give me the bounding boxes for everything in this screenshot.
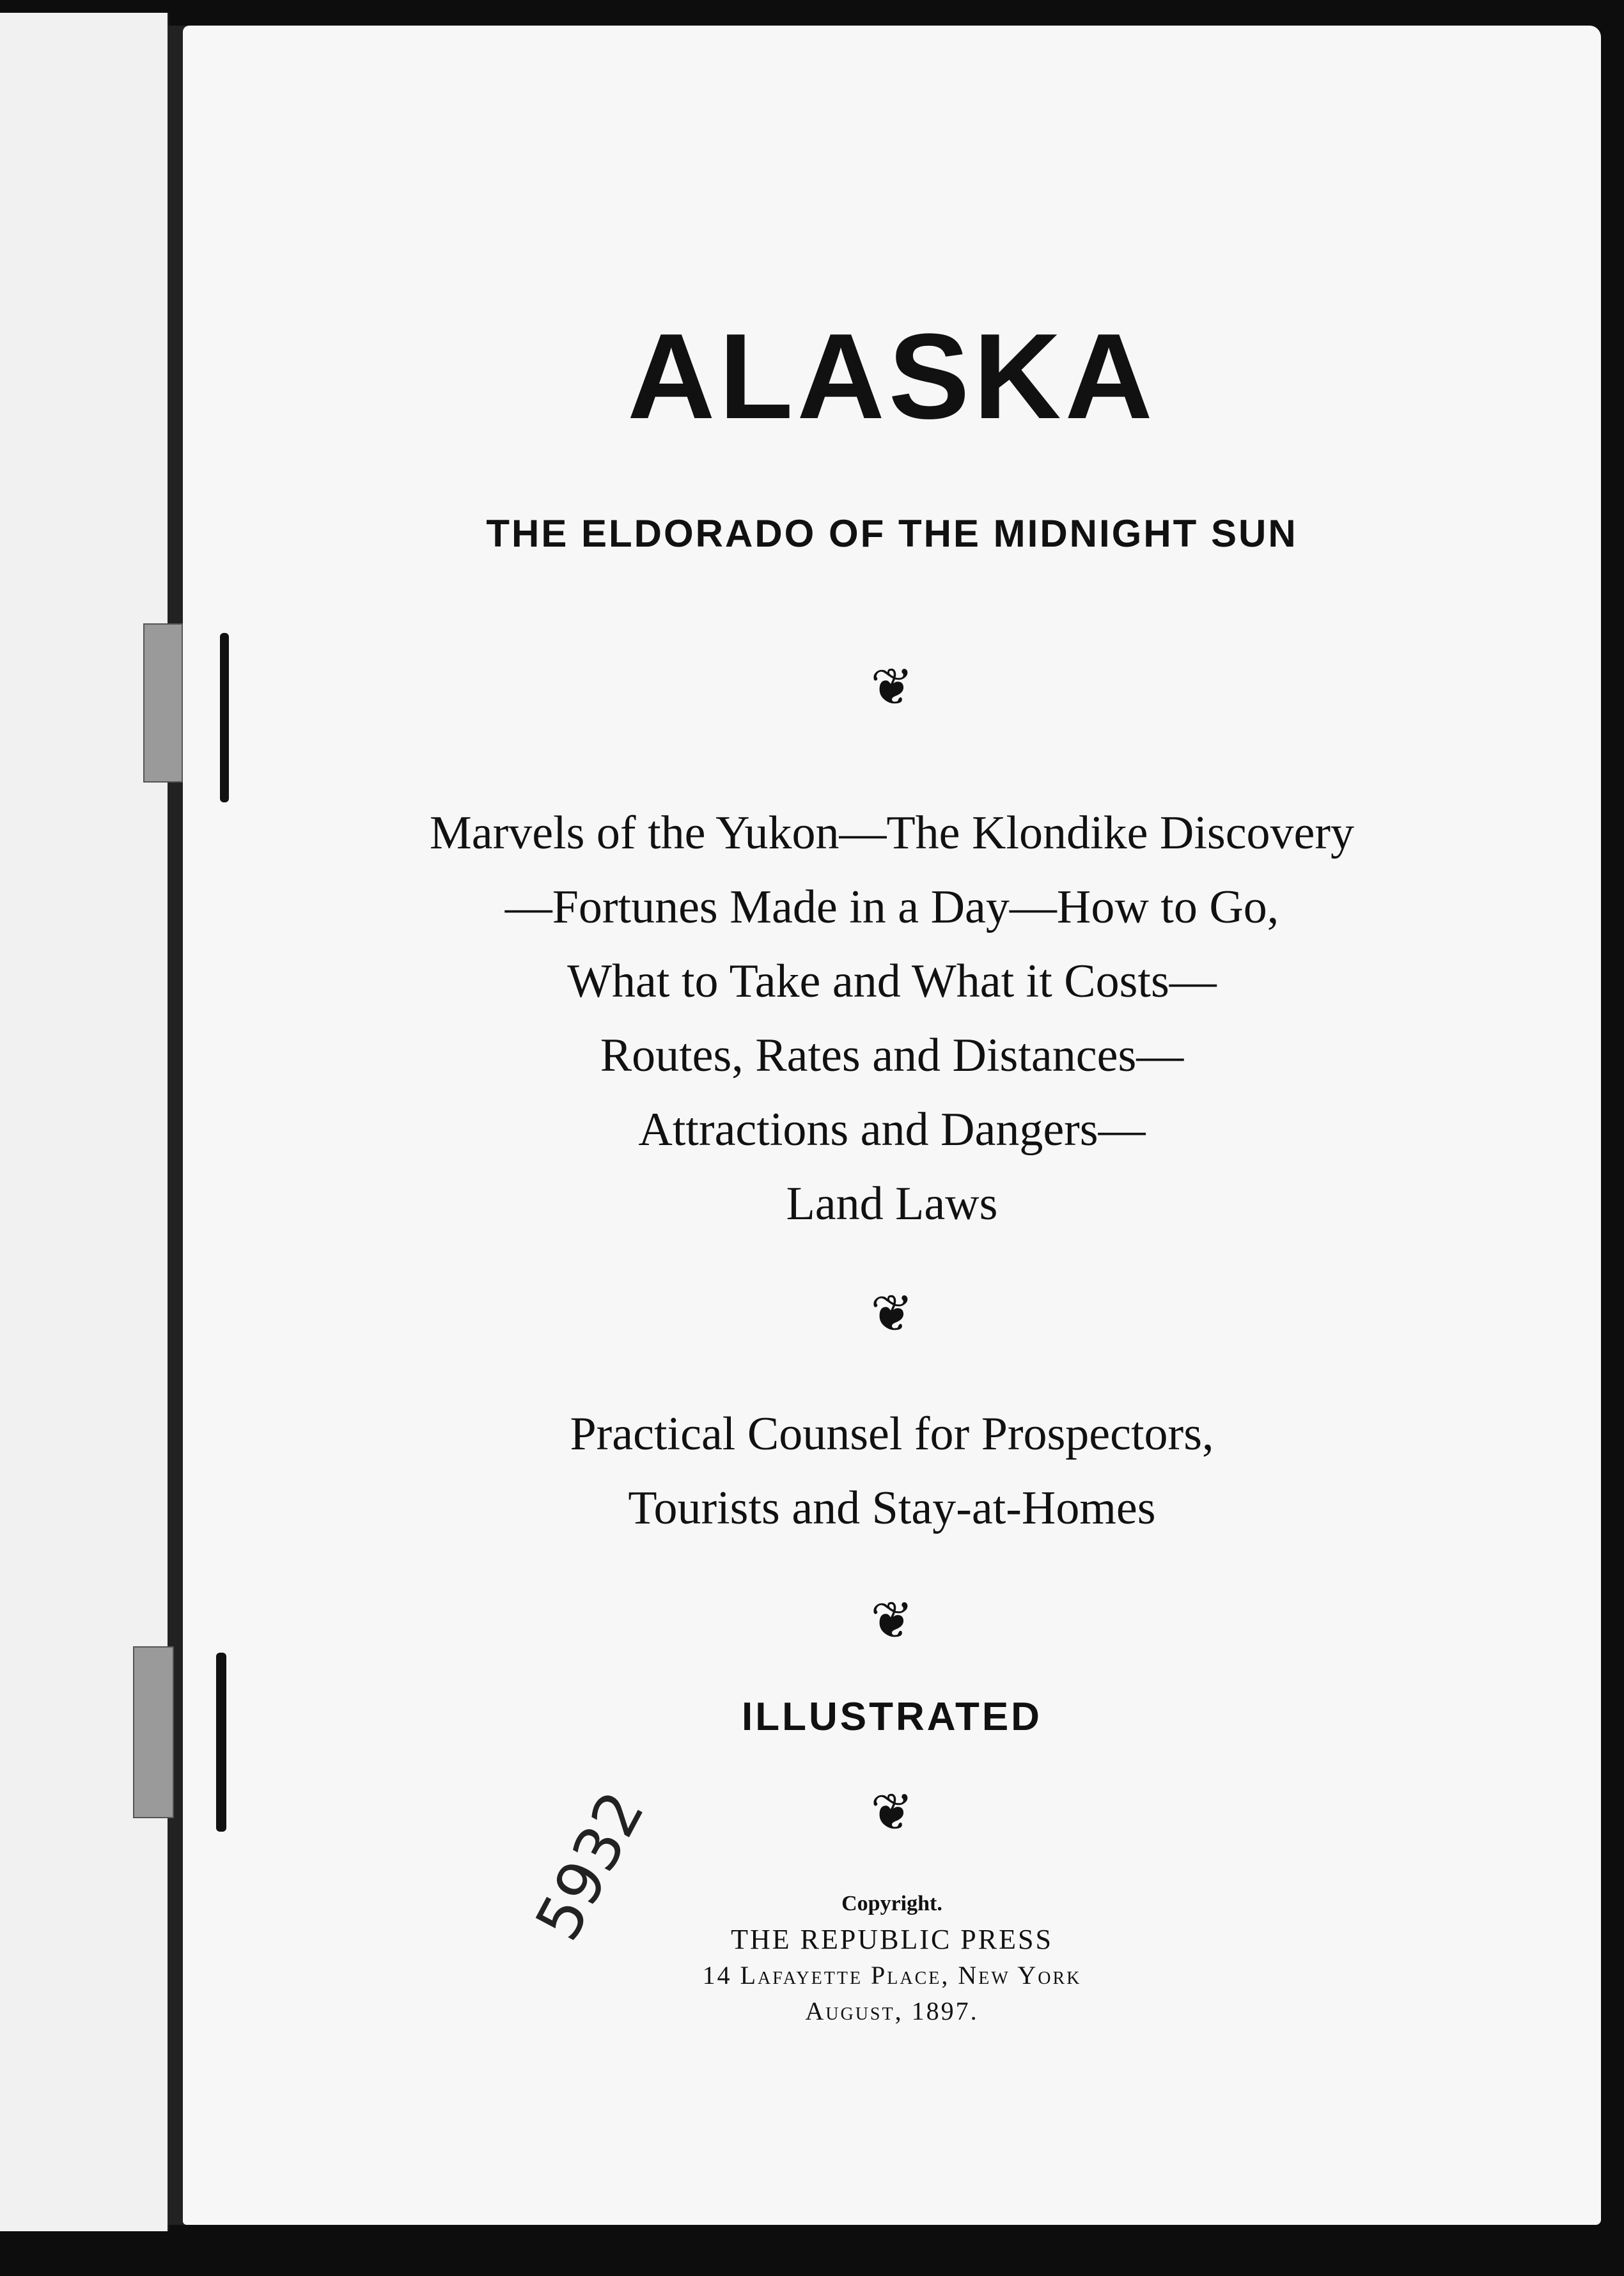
counsel-summary xyxy=(183,1397,1601,1545)
fleuron-icon: ❦ xyxy=(870,657,914,717)
publication-date: August, 1897. xyxy=(805,1997,979,2025)
binding-tape-lower xyxy=(133,1646,174,1818)
contents-line: —Fortunes Made in a Day—How to Go, xyxy=(504,881,1279,933)
fleuron-icon: ❦ xyxy=(870,1284,914,1343)
copyright-notice: Copyright. xyxy=(841,1892,942,1915)
binding-tape-upper xyxy=(143,623,183,783)
counsel-line: Tourists and Stay-at-Homes xyxy=(628,1482,1156,1534)
counsel-line: Practical Counsel for Prospectors, xyxy=(570,1408,1214,1460)
publisher-name: THE REPUBLIC PRESS xyxy=(731,1924,1053,1955)
fleuron-icon: ❦ xyxy=(870,1782,914,1842)
title-page xyxy=(183,26,1601,2225)
contents-line: What to Take and What it Costs— xyxy=(567,955,1217,1008)
contents-line: Land Laws xyxy=(786,1178,998,1230)
publisher-imprint xyxy=(183,1886,1601,2029)
publisher-address: 14 Lafayette Place, New York xyxy=(702,1961,1082,1990)
contents-line: Marvels of the Yukon—The Klondike Discovery xyxy=(429,807,1355,859)
book-subtitle: THE ELDORADO OF THE MIDNIGHT SUN xyxy=(486,512,1298,555)
previous-page-edge xyxy=(0,13,169,2231)
binding-staple-upper xyxy=(220,633,229,802)
contents-line: Attractions and Dangers— xyxy=(638,1103,1146,1156)
contents-summary xyxy=(183,796,1601,1241)
contents-line: Routes, Rates and Distances— xyxy=(600,1029,1184,1082)
book-title: ALASKA xyxy=(627,309,1157,444)
illustrated-label: ILLUSTRATED xyxy=(742,1695,1042,1739)
fleuron-icon: ❦ xyxy=(870,1591,914,1650)
handwritten-shelfmark: 5932 xyxy=(522,1780,659,1952)
